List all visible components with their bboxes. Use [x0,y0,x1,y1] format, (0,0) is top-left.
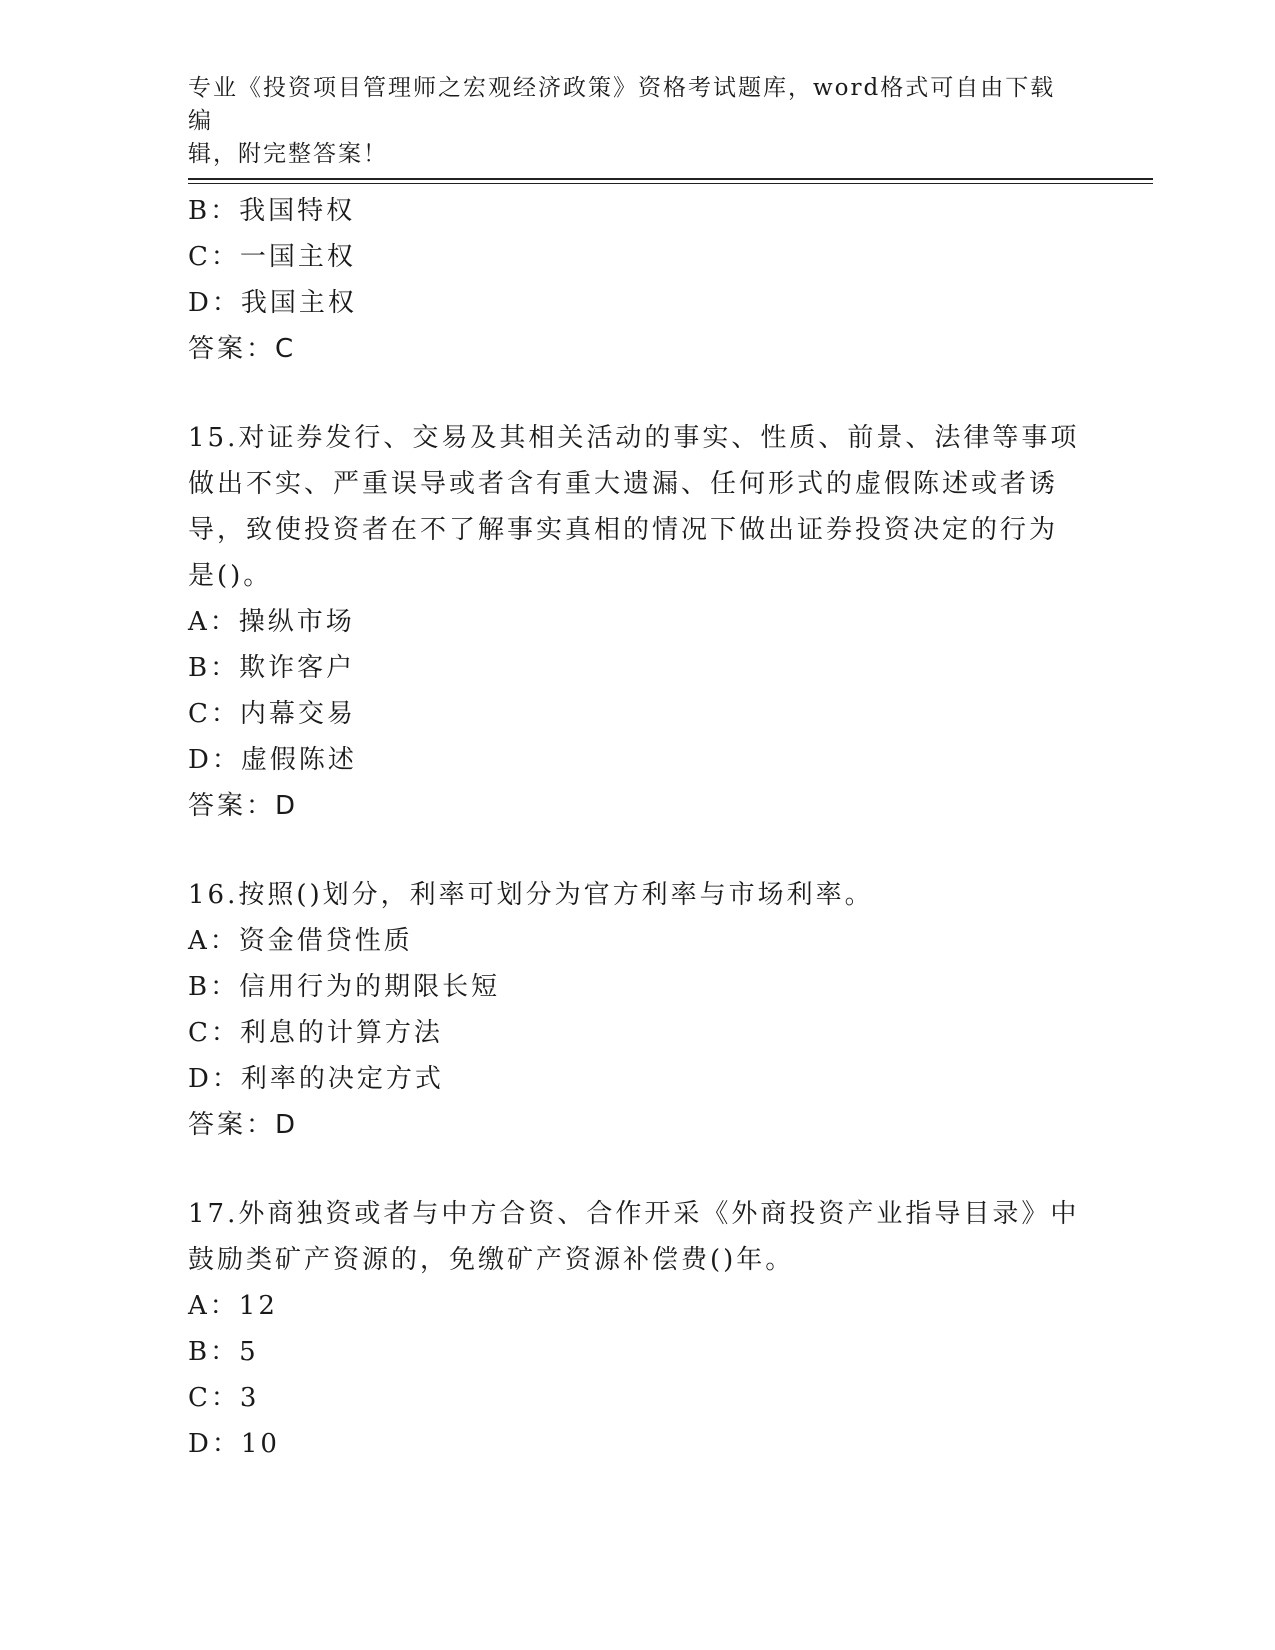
header-line-1: 专业《投资项目管理师之宏观经济政策》资格考试题库，word格式可自由下载编 [188,75,1056,134]
option-c: C：内幕交易 [188,699,356,729]
option-d: D：利率的决定方式 [188,1064,444,1094]
spacer [188,1148,1088,1191]
option-c: C：利息的计算方法 [188,1018,443,1048]
question-15 [188,415,1088,829]
header-line-2: 辑，附完整答案！ [188,141,388,167]
header-divider-thin [188,183,1153,184]
option-b: B：欺诈客户 [188,653,356,683]
option-d: D：我国主权 [188,288,357,318]
document-header [188,72,1068,171]
question-text-line: 做出不实、严重误导或者含有重大遗漏、任何形式的虚假陈述或者诱 [188,469,1059,499]
question-text-line: 鼓励类矿产资源的，免缴矿产资源补偿费()年。 [188,1245,795,1275]
question-text-line: 16.按照()划分，利率可划分为官方利率与市场利率。 [188,880,874,910]
answer: 答案：D [188,1110,299,1140]
option-d: D：虚假陈述 [188,745,357,775]
answer: 答案：D [188,791,299,821]
question-text-line: 导，致使投资者在不了解事实真相的情况下做出证券投资决定的行为 [188,515,1059,545]
spacer [188,829,1088,872]
option-b: B：5 [188,1337,259,1367]
spacer [188,372,1088,415]
question-content [188,188,1088,1467]
answer: 答案：C [188,334,297,364]
prev-question [188,188,1088,372]
option-b: B：信用行为的期限长短 [188,972,501,1002]
option-a: A：操纵市场 [188,607,355,637]
option-a: A：12 [188,1291,278,1321]
option-b: B：我国特权 [188,196,356,226]
option-a: A：资金借贷性质 [188,926,413,956]
question-text-line: 是()。 [188,561,273,591]
option-c: C：一国主权 [188,242,356,272]
question-text-line: 17.外商独资或者与中方合资、合作开采《外商投资产业指导目录》中 [188,1199,1080,1229]
option-c: C：3 [188,1383,260,1413]
question-17 [188,1191,1088,1467]
option-d: D：10 [188,1429,280,1459]
question-16 [188,872,1088,1148]
question-text-line: 15.对证券发行、交易及其相关活动的事实、性质、前景、法律等事项 [188,423,1080,453]
header-divider-thick [188,178,1153,180]
